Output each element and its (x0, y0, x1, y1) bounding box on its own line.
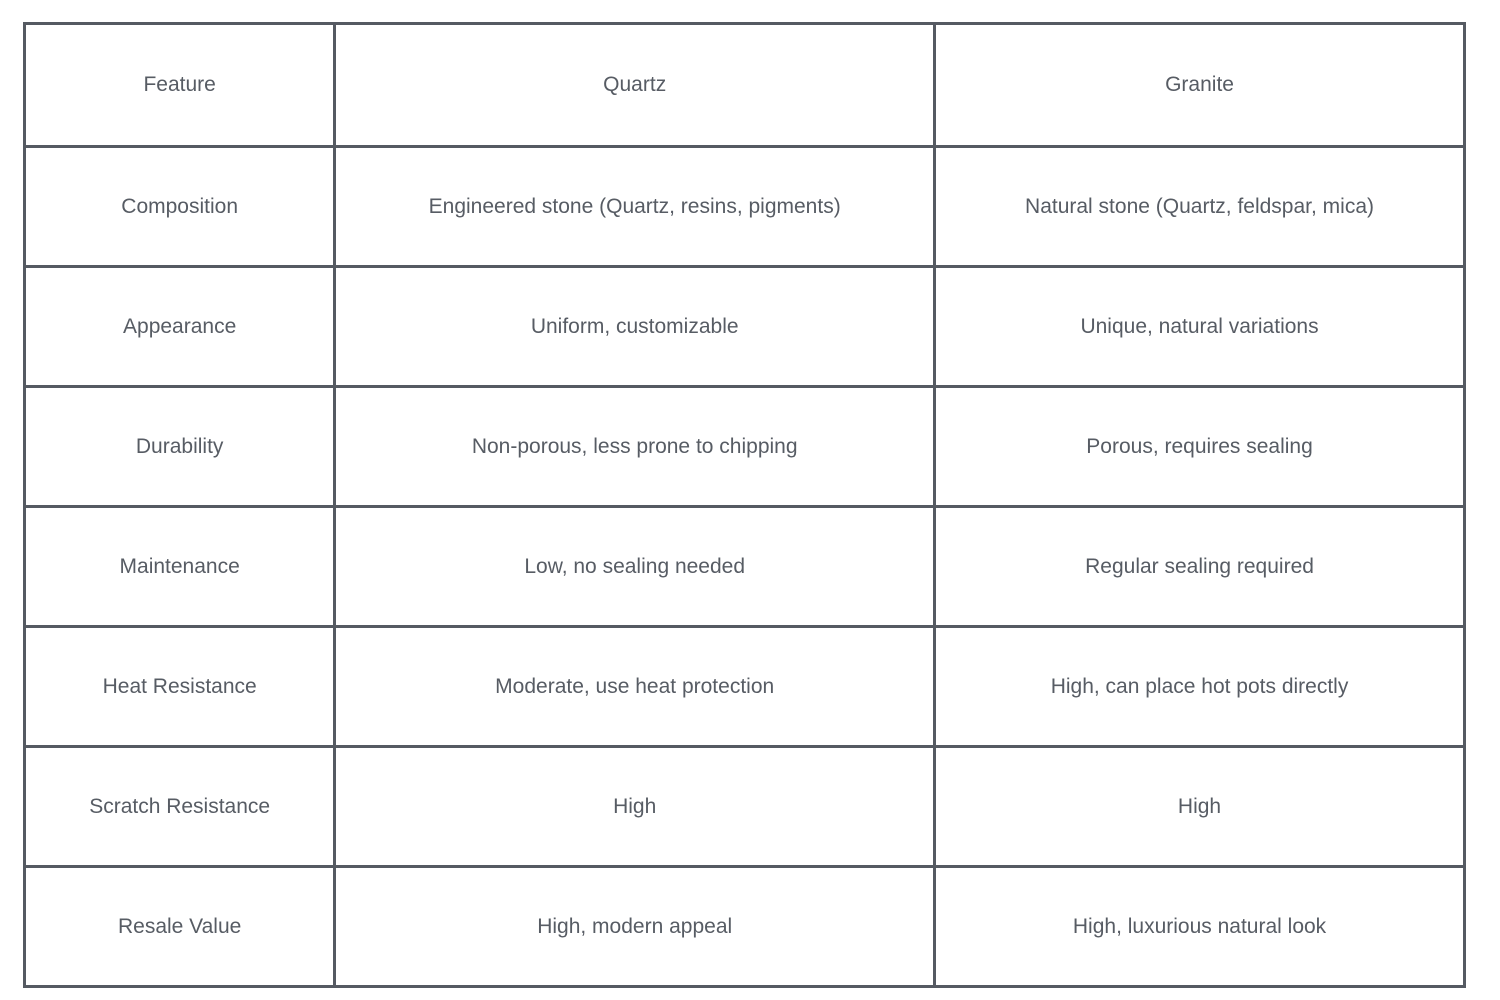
quartz-cell: High (335, 747, 935, 867)
quartz-cell: Low, no sealing needed (335, 507, 935, 627)
table-row-resale-value (25, 867, 1465, 987)
feature-cell: Appearance (25, 267, 335, 387)
feature-cell: Resale Value (25, 867, 335, 987)
granite-cell: Regular sealing required (935, 507, 1465, 627)
quartz-cell: Moderate, use heat protection (335, 627, 935, 747)
table-row-heat-resistance (25, 627, 1465, 747)
header-row (25, 24, 1465, 147)
feature-cell: Durability (25, 387, 335, 507)
quartz-cell: Uniform, customizable (335, 267, 935, 387)
granite-cell: High, luxurious natural look (935, 867, 1465, 987)
table-row-appearance (25, 267, 1465, 387)
table-row-durability (25, 387, 1465, 507)
quartz-cell: Non-porous, less prone to chipping (335, 387, 935, 507)
granite-cell: Natural stone (Quartz, feldspar, mica) (935, 147, 1465, 267)
granite-cell: High, can place hot pots directly (935, 627, 1465, 747)
quartz-cell: Engineered stone (Quartz, resins, pigments) (335, 147, 935, 267)
granite-cell: Unique, natural variations (935, 267, 1465, 387)
column-header-feature: Feature (25, 24, 335, 147)
feature-cell: Scratch Resistance (25, 747, 335, 867)
granite-cell: High (935, 747, 1465, 867)
table-row-maintenance (25, 507, 1465, 627)
column-header-granite: Granite (935, 24, 1465, 147)
granite-cell: Porous, requires sealing (935, 387, 1465, 507)
feature-cell: Maintenance (25, 507, 335, 627)
column-header-quartz: Quartz (335, 24, 935, 147)
table-row-scratch-resistance (25, 747, 1465, 867)
feature-cell: Heat Resistance (25, 627, 335, 747)
comparison-table (23, 22, 1466, 988)
quartz-cell: High, modern appeal (335, 867, 935, 987)
table-row-composition (25, 147, 1465, 267)
feature-cell: Composition (25, 147, 335, 267)
